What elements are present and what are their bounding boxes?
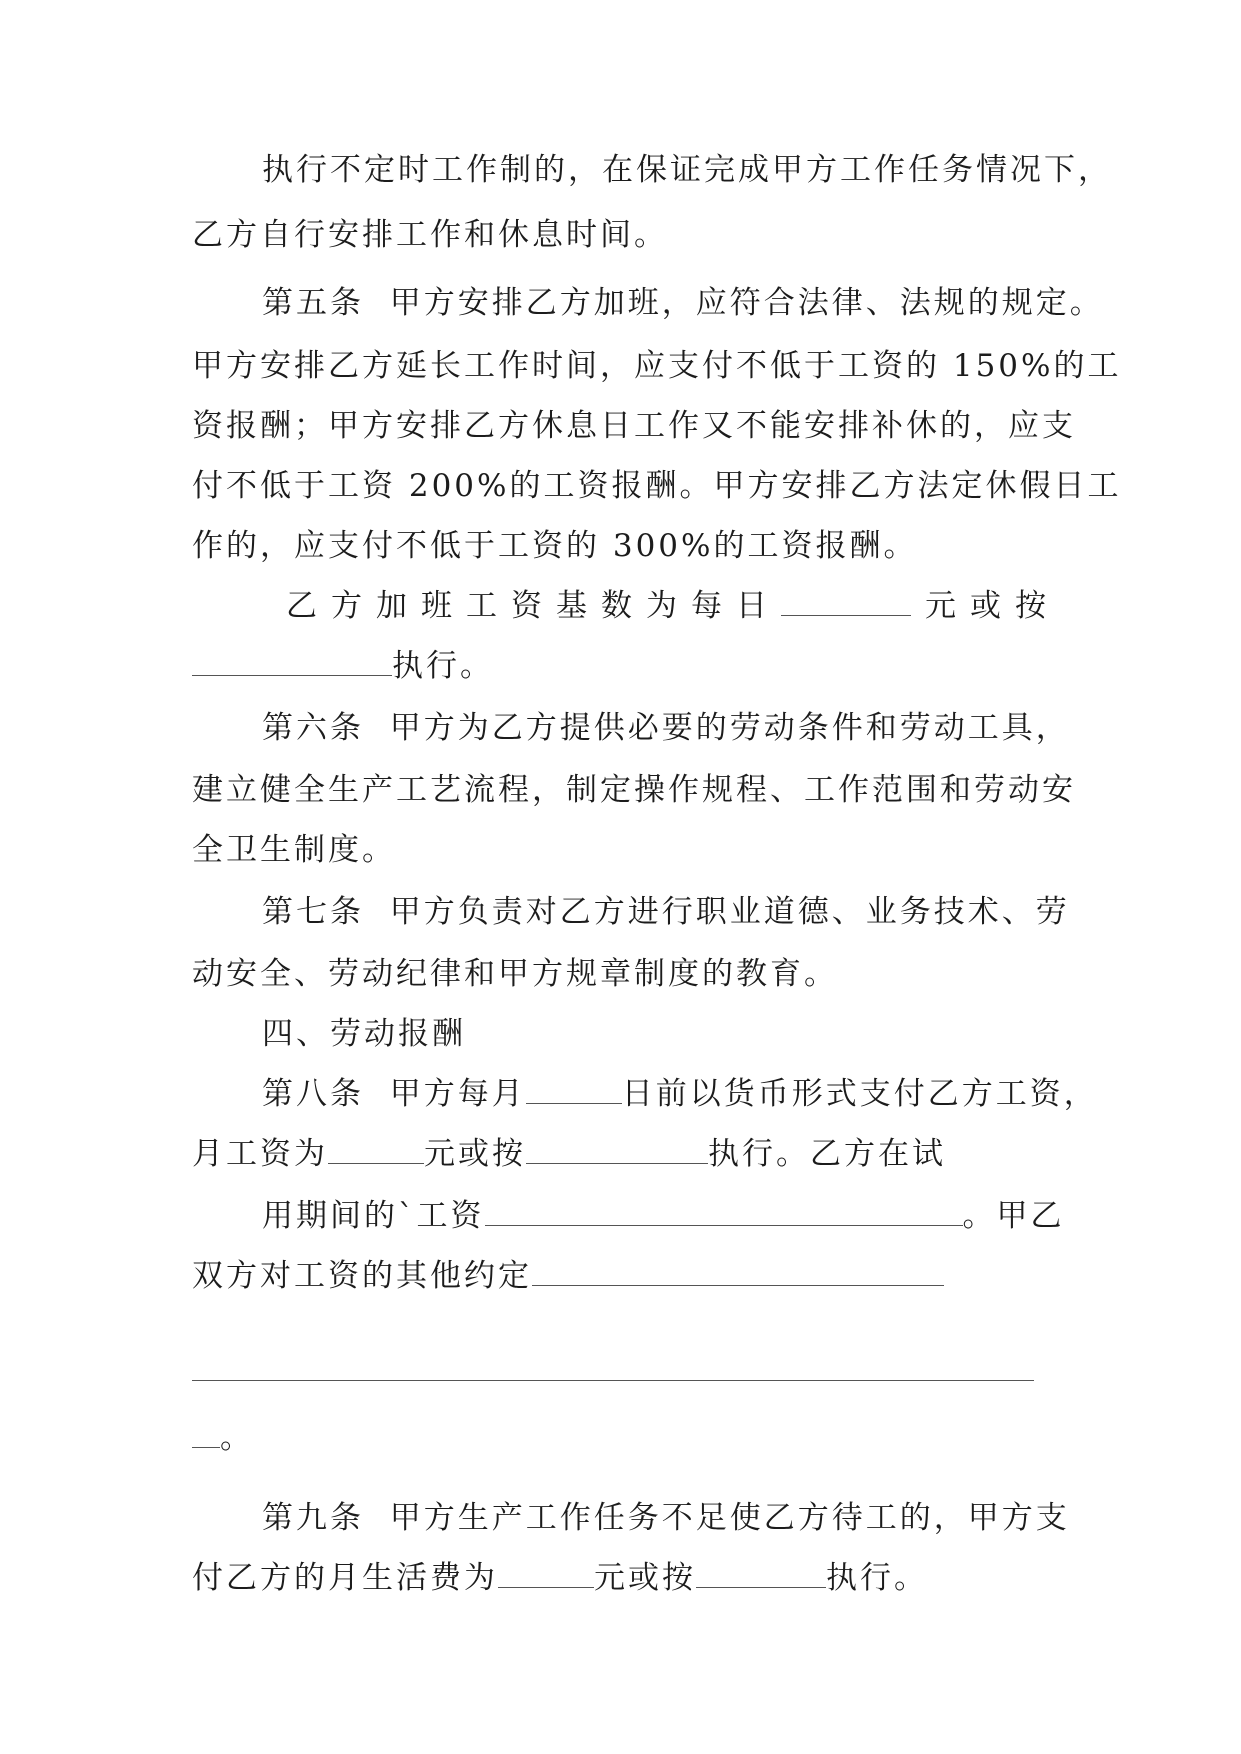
blank-field bbox=[526, 1137, 708, 1164]
paragraph-line bbox=[192, 1418, 254, 1458]
blank-field bbox=[328, 1137, 424, 1164]
text-segment: 元或按 bbox=[925, 588, 1060, 624]
blank-field bbox=[485, 1199, 963, 1226]
article-8-line bbox=[262, 1074, 1098, 1114]
text-segment: 第八条 甲方每月 bbox=[262, 1076, 526, 1112]
text-segment: 。 bbox=[220, 1420, 254, 1456]
blank-rule bbox=[192, 1380, 1034, 1381]
text-segment: 双方对工资的其他约定 bbox=[192, 1258, 532, 1294]
blank-field bbox=[192, 649, 392, 676]
paragraph-line: 乙方自行安排工作和休息时间。 bbox=[192, 217, 668, 253]
paragraph-line: 全卫生制度。 bbox=[192, 832, 396, 868]
paragraph-line: 动安全、劳动纪律和甲方规章制度的教育。 bbox=[192, 956, 838, 992]
overtime-base-line bbox=[286, 586, 1060, 626]
paragraph-line bbox=[192, 1558, 928, 1598]
text-segment: 月工资为 bbox=[192, 1136, 328, 1172]
blank-field bbox=[696, 1561, 826, 1588]
paragraph-line: 作的，应支付不低于工资的 300%的工资报酬。 bbox=[192, 528, 918, 564]
paragraph-line: 甲方安排乙方延长工作时间，应支付不低于工资的 150%的工 bbox=[192, 348, 1122, 384]
paragraph-line bbox=[262, 1196, 1065, 1236]
text-segment: 。甲乙 bbox=[962, 1198, 1065, 1234]
paragraph-line: 执行不定时工作制的，在保证完成甲方工作任务情况下， bbox=[262, 152, 1112, 188]
blank-field bbox=[498, 1561, 594, 1588]
text-segment: 用期间的`工资 bbox=[262, 1198, 485, 1234]
article-9-line: 第九条 甲方生产工作任务不足使乙方待工的，甲方支 bbox=[262, 1500, 1070, 1536]
section-heading: 四、劳动报酬 bbox=[262, 1016, 466, 1052]
text-segment: 日前以货币形式支付乙方工资， bbox=[621, 1076, 1098, 1112]
text-segment: 执行。乙方在试 bbox=[708, 1136, 946, 1172]
text-segment: 元或按 bbox=[424, 1136, 526, 1172]
text-segment: 元或按 bbox=[594, 1560, 696, 1596]
article-5-line: 第五条 甲方安排乙方加班，应符合法律、法规的规定。 bbox=[262, 285, 1104, 321]
text-segment: 执行。 bbox=[826, 1560, 928, 1596]
paragraph-line: 付不低于工资 200%的工资报酬。甲方安排乙方法定休假日工 bbox=[192, 468, 1122, 504]
article-6-line: 第六条 甲方为乙方提供必要的劳动条件和劳动工具， bbox=[262, 710, 1070, 746]
blank-field bbox=[532, 1259, 944, 1286]
paragraph-line: 建立健全生产工艺流程，制定操作规程、工作范围和劳动安 bbox=[192, 772, 1076, 808]
blank-field bbox=[526, 1077, 622, 1104]
text-segment: 乙方加班工资基数为每日 bbox=[286, 588, 781, 624]
text-segment: 付乙方的月生活费为 bbox=[192, 1560, 498, 1596]
paragraph-line: 资报酬；甲方安排乙方休息日工作又不能安排补休的，应支 bbox=[192, 408, 1076, 444]
paragraph-line bbox=[192, 1256, 944, 1296]
blank-field bbox=[781, 589, 911, 616]
blank-field bbox=[192, 1421, 220, 1448]
article-7-line: 第七条 甲方负责对乙方进行职业道德、业务技术、劳 bbox=[262, 894, 1070, 930]
paragraph-line bbox=[192, 646, 494, 686]
text-segment: 执行。 bbox=[392, 648, 494, 684]
paragraph-line bbox=[192, 1134, 946, 1174]
